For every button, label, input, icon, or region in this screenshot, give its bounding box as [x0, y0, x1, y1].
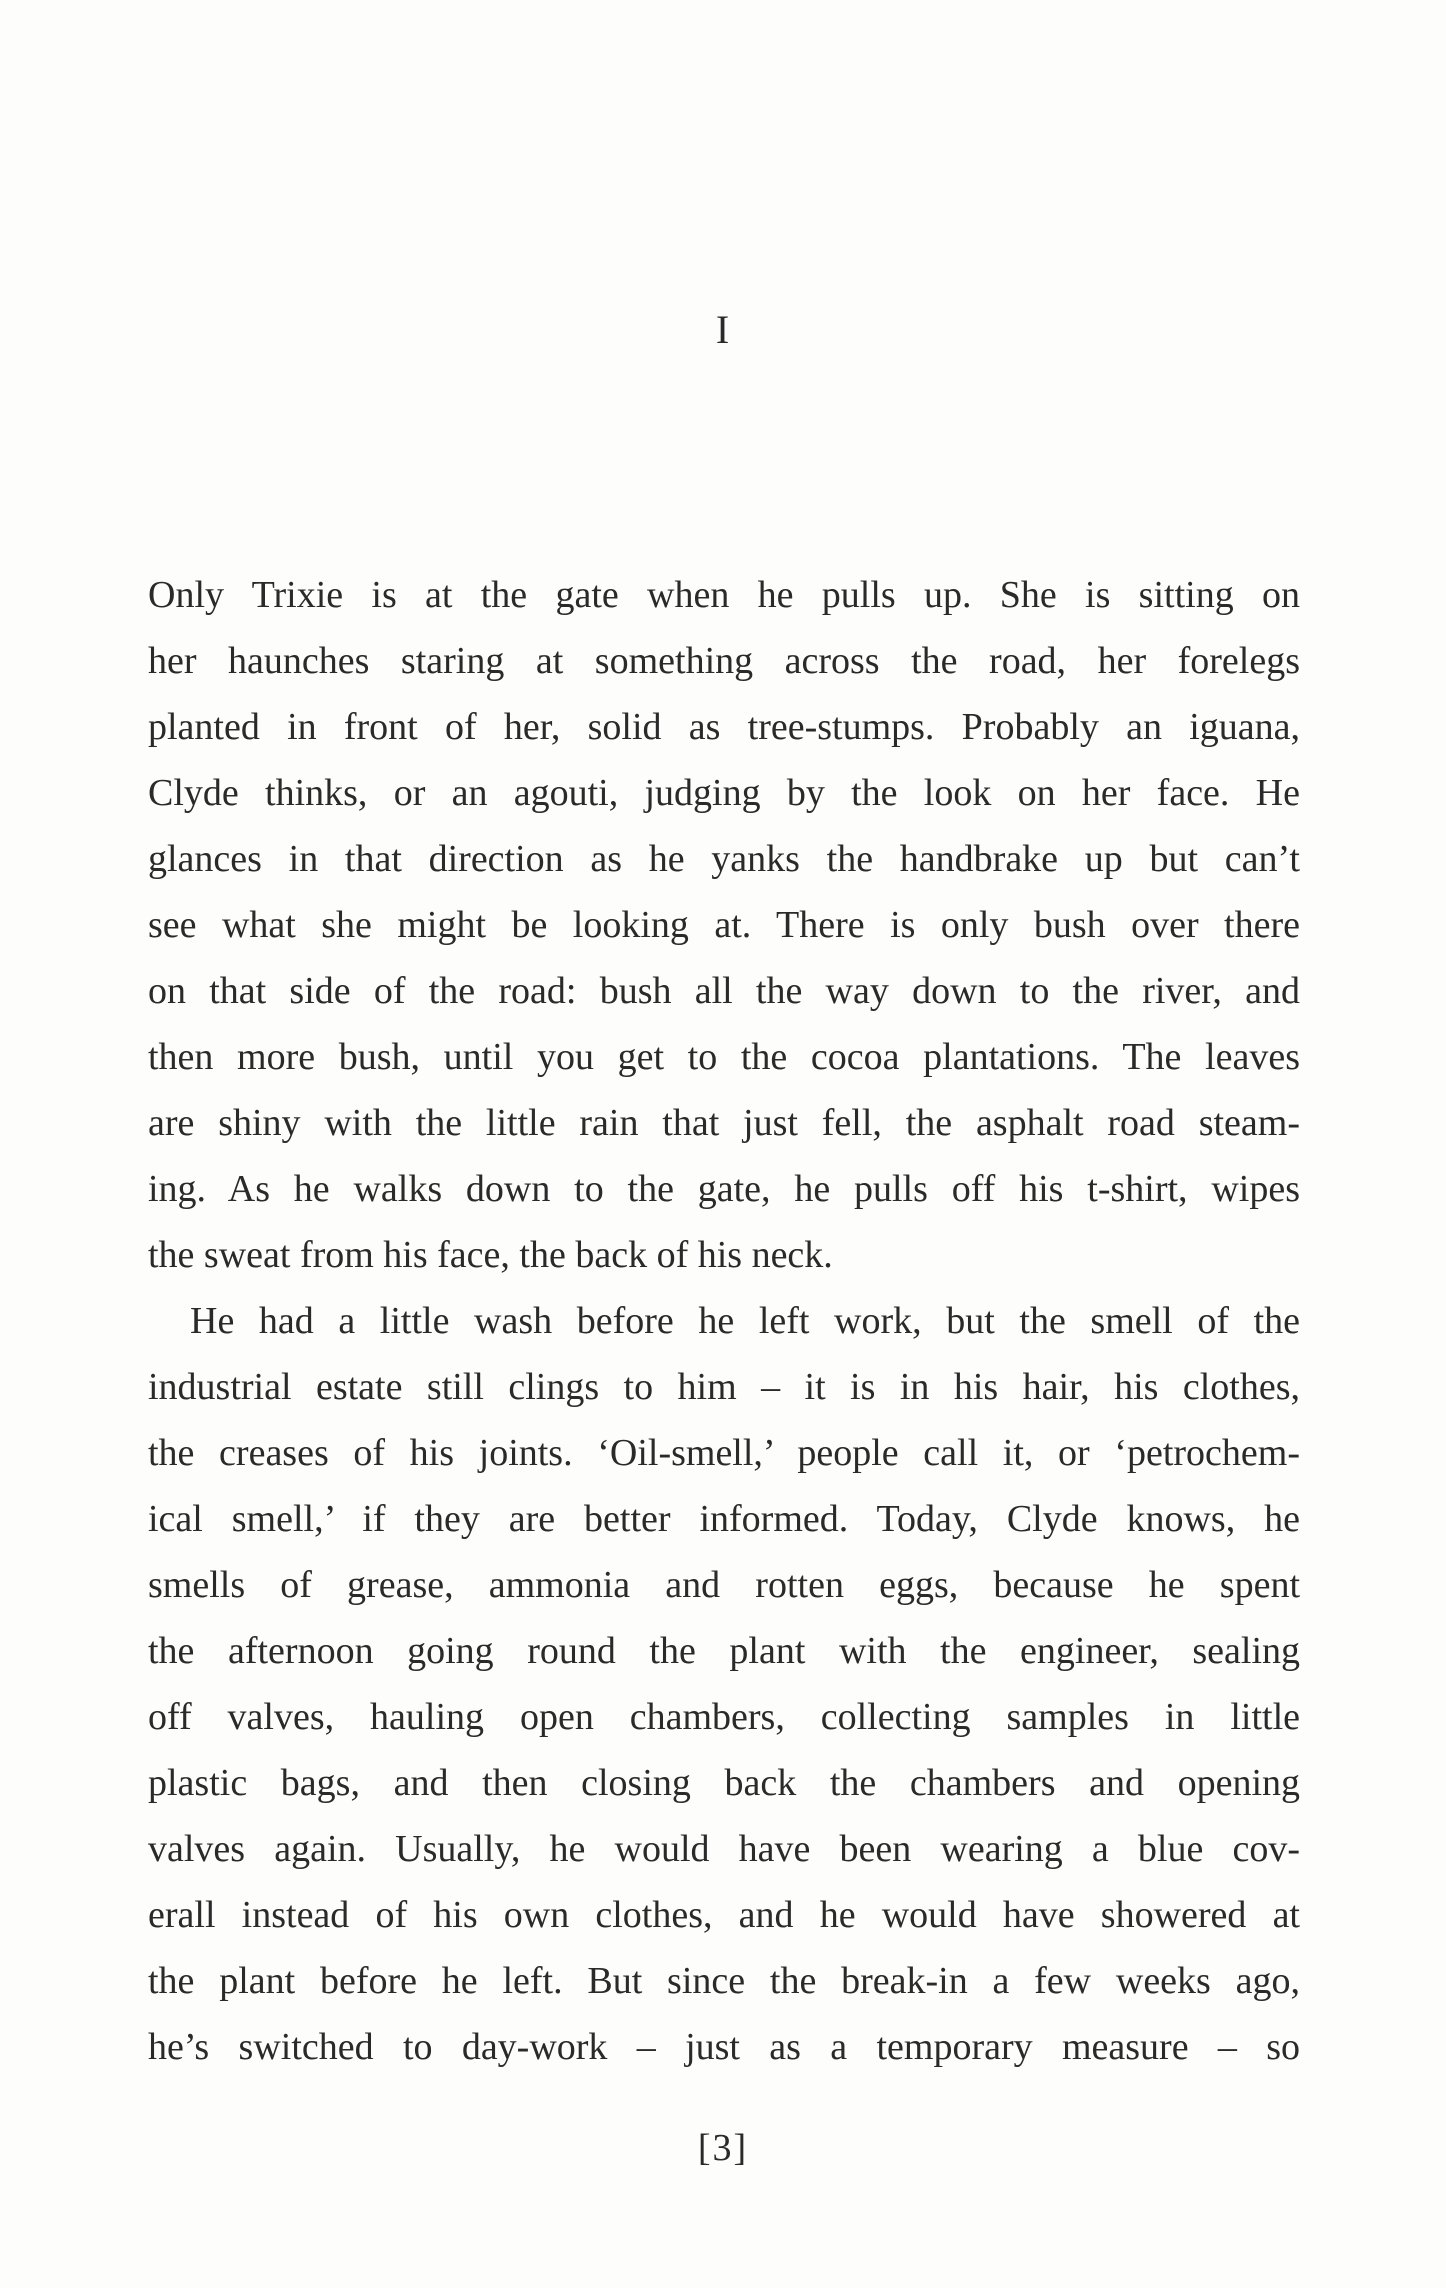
text-line: industrial estate still clings to him – it is in his hair, his clothes, — [148, 1366, 1300, 1408]
text-line: then more bush, until you get to the cocoa plantations. The leaves — [148, 1036, 1300, 1078]
text-line: Clyde thinks, or an agouti, judging by the look on her face. He — [148, 772, 1300, 814]
text-line: ical smell,’ if they are better informed. Today, Clyde knows, he — [148, 1498, 1300, 1540]
page-number: [3] — [697, 2127, 749, 2169]
text-line: planted in front of her, solid as tree-stumps. Probably an iguana, — [148, 706, 1300, 748]
text-line: the creases of his joints. ‘Oil-smell,’ people call it, or ‘petrochem- — [148, 1432, 1300, 1474]
text-line: her haunches staring at something across the road, her forelegs — [148, 640, 1300, 682]
text-line: see what she might be looking at. There is only bush over there — [148, 904, 1300, 946]
chapter-number: I — [715, 307, 731, 352]
text-line: erall instead of his own clothes, and he would have showered at — [148, 1894, 1300, 1936]
text-line: smells of grease, ammonia and rotten eggs, because he spent — [148, 1564, 1300, 1606]
text-line: ing. As he walks down to the gate, he pulls off his t-shirt, wipes — [148, 1168, 1300, 1210]
paragraph-1 — [148, 562, 1300, 1288]
text-line: are shiny with the little rain that just fell, the asphalt road steam- — [148, 1102, 1300, 1144]
paragraph-2 — [148, 1288, 1300, 2080]
text-line: he’s switched to day-work – just as a temporary measure – so — [148, 2026, 1300, 2068]
text-line: plastic bags, and then closing back the chambers and opening — [148, 1762, 1300, 1804]
text-line: off valves, hauling open chambers, collecting samples in little — [148, 1696, 1300, 1738]
text-line: the plant before he left. But since the break-in a few weeks ago, — [148, 1960, 1300, 2002]
text-line: glances in that direction as he yanks the handbrake up but can’t — [148, 838, 1300, 880]
text-line: on that side of the road: bush all the way down to the river, and — [148, 970, 1300, 1012]
text-line: valves again. Usually, he would have been wearing a blue cov- — [148, 1828, 1300, 1870]
text-line: Only Trixie is at the gate when he pulls up. She is sitting on — [148, 574, 1300, 616]
text-line: He had a little wash before he left work, but the smell of the — [190, 1300, 1300, 1342]
text-line: the afternoon going round the plant with the engineer, sealing — [148, 1630, 1300, 1672]
text-line: the sweat from his face, the back of his neck. — [148, 1234, 833, 1276]
body-text — [148, 562, 1300, 2080]
